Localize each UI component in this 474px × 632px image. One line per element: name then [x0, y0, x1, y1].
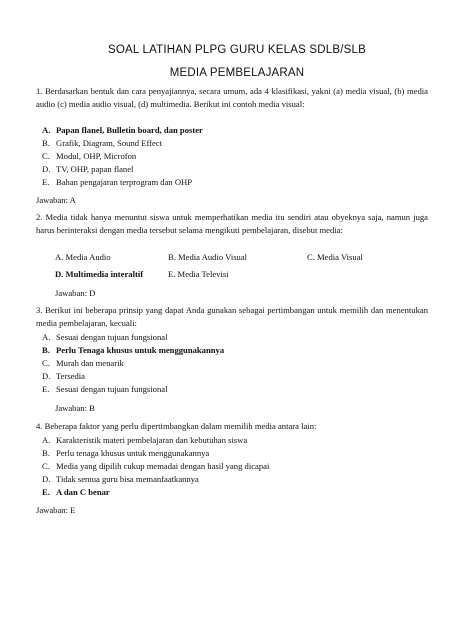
- q4-option-c-letter: C.: [42, 461, 50, 471]
- q1-option-d-letter: D.: [42, 164, 51, 174]
- document-title: SOAL LATIHAN PLPG GURU KELAS SDLB/SLB: [108, 44, 366, 56]
- q1-option-c-letter: C.: [42, 151, 50, 161]
- document-subtitle: MEDIA PEMBELAJARAN: [169, 67, 305, 79]
- q3-option-b-letter: B.: [42, 345, 50, 355]
- q3-option-d-text: Tersedia: [56, 371, 85, 381]
- q4-option-c: [42, 460, 269, 472]
- q1-option-e: [42, 176, 192, 188]
- q3-option-a-letter: A.: [42, 332, 51, 342]
- q3-option-a-text: Sesuai dengan tujuan fungsional: [56, 332, 168, 342]
- q3-option-c-text: Murah dan menarik: [56, 358, 124, 368]
- q4-answer: Jawaban: E: [36, 505, 76, 515]
- q3-answer: Jawaban: B: [55, 403, 95, 413]
- q3-option-c: [42, 357, 124, 369]
- q1-option-d-text: TV, OHP, papan flanel: [56, 164, 134, 174]
- q4-option-b-letter: B.: [42, 448, 50, 458]
- q4-option-d-text: Tidak semua guru bisa memanfaatkannya: [56, 474, 199, 484]
- q1-option-e-text: Bahan pengajaran terprogram dan OHP: [56, 177, 193, 187]
- q4-option-d-letter: D.: [42, 474, 51, 484]
- q4-option-d: [42, 473, 199, 485]
- q2-option-a: A. Media Audio: [55, 252, 111, 262]
- q2-option-d: D. Multimedia interaltif: [55, 269, 144, 279]
- q3-option-d: [42, 370, 85, 382]
- q3-option-e: [42, 383, 167, 395]
- question-2-text: 2. Media tidak hanya menuntut siswa untuk memperhatikan media itu sendiri atau obyeknya saja, namun juga harus berinteraksi dengan media tersebut selama mengikuti pembelajaran, disebut media:: [36, 212, 428, 235]
- q1-option-a-text: Papan flanel, Bulletin board, dan poster: [56, 125, 203, 135]
- q1-option-a-letter: A.: [42, 125, 51, 135]
- q4-option-a-letter: A.: [42, 435, 51, 445]
- q1-option-b-letter: B.: [42, 138, 50, 148]
- q1-option-b: [42, 137, 162, 149]
- q2-option-c: C. Media Visual: [307, 252, 363, 262]
- q4-option-b: [42, 447, 209, 459]
- q3-option-e-text: Sesuai dengan tujuan fungsional: [56, 384, 168, 394]
- q3-option-e-letter: E.: [42, 384, 50, 394]
- q1-option-b-text: Grafik, Diagram, Sound Effect: [56, 138, 163, 148]
- question-1-text: 1. Berdasarkan bentuk dan cara penyajiannya, secara umum, ada 4 klasifikasi, yakni (a) media visual, (b) media audio (c) media audio visual, (d) multimedia. Berikut ini contoh media visual:: [36, 86, 428, 109]
- q1-option-c-text: Modul, OHP, Microfon: [56, 151, 137, 161]
- q4-option-a: [42, 434, 247, 446]
- q4-option-c-text: Media yang dipilih cukup memadai dengan hasil yang dicapai: [56, 461, 270, 471]
- q3-option-c-letter: C.: [42, 358, 50, 368]
- q3-option-a: [42, 331, 167, 343]
- q4-option-e-text: A dan C benar: [56, 487, 110, 497]
- q2-answer: Jawaban: D: [55, 288, 96, 298]
- q4-option-e: [42, 486, 110, 498]
- q1-option-e-letter: E.: [42, 177, 50, 187]
- q2-option-b: B. Media Audio Visual: [168, 252, 248, 262]
- question-3-text: 3. Berikut ini beberapa prinsip yang dapat Anda gunakan sebagai pertimbangan untuk memilih dan menentukan media pembelajaran, kecuali:: [36, 305, 428, 328]
- q1-option-c: [42, 150, 136, 162]
- q2-option-e: E. Media Televisi: [168, 269, 229, 279]
- q3-option-b-text: Perlu Tenaga khusus untuk menggunakannya: [56, 345, 225, 355]
- q3-option-d-letter: D.: [42, 371, 51, 381]
- q3-option-b: [42, 344, 224, 356]
- q4-option-b-text: Perlu tenaga khusus untuk menggunakannya: [56, 448, 210, 458]
- q1-answer: Jawaban: A: [36, 195, 76, 205]
- q4-option-a-text: Karakteristik materi pembelajaran dan kebutuhan siswa: [56, 435, 248, 445]
- q4-option-e-letter: E.: [42, 487, 50, 497]
- q1-option-a: [42, 124, 203, 136]
- question-4-text: 4. Beberapa faktor yang perlu dipertimbangkan dalam memilih media antara lain:: [36, 421, 317, 431]
- q1-option-d: [42, 163, 133, 175]
